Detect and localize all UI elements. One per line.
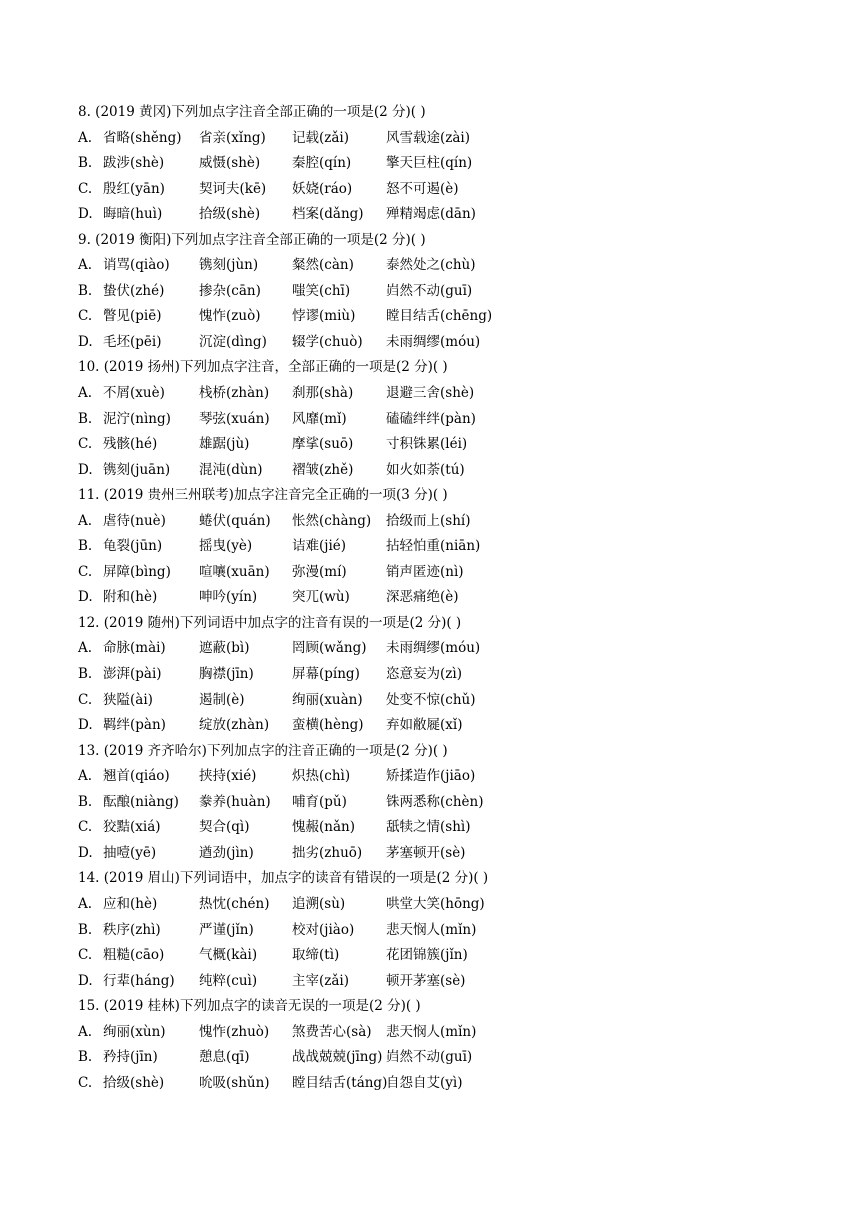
- option-letter: B.: [78, 921, 93, 938]
- question-title: 13. (2019 齐齐哈尔)下列加点字的注音正确的一项是(2 分)( ): [78, 742, 448, 759]
- option-letter: A.: [78, 895, 93, 912]
- option-item: 磕磕绊绊(pàn): [386, 410, 476, 427]
- option-item: 哄堂大笑(hōng): [386, 895, 485, 912]
- option-item: 瞠目结舌(chēng): [386, 308, 493, 325]
- option-item: 矫揉造作(jiāo): [386, 768, 476, 785]
- option-item: 泰然处之(chù): [386, 257, 476, 274]
- option-item: 刹那(shà): [292, 385, 354, 402]
- worksheet: [78, 100, 778, 1096]
- option-letter: C.: [78, 691, 93, 708]
- option-item: 绽放(zhàn): [199, 717, 270, 734]
- option-item: 殚精竭虑(dān): [386, 206, 476, 223]
- option-item: 妖娆(ráo): [292, 180, 353, 197]
- question-title: 10. (2019 扬州)下列加点字注音，全部正确的一项是(2 分)( ): [78, 359, 448, 376]
- option-item: 省亲(xǐng): [199, 129, 266, 146]
- option-item: 澎湃(pài): [103, 666, 162, 683]
- option-row: [78, 943, 778, 969]
- option-item: 弥漫(mí): [292, 563, 347, 580]
- option-item: 行辈(háng): [103, 972, 175, 989]
- option-row: [78, 560, 778, 586]
- option-item: 晦暗(huì): [103, 206, 163, 223]
- option-item: 狡黠(xiá): [103, 819, 161, 836]
- option-item: 销声匿迹(nì): [386, 563, 464, 580]
- option-item: 炽热(chì): [292, 768, 351, 785]
- option-item: 自怨自艾(yì): [386, 1074, 463, 1091]
- option-item: 不屑(xuè): [103, 385, 165, 402]
- option-item: 取缔(tì): [292, 947, 340, 964]
- option-item: 毛坯(pēi): [103, 333, 162, 350]
- option-item: 愧赧(nǎn): [292, 819, 355, 836]
- option-row: [78, 969, 778, 995]
- option-letter: C.: [78, 947, 93, 964]
- option-item: 屏障(bìng): [103, 563, 171, 580]
- question-title: 14. (2019 眉山)下列词语中，加点字的读音有错误的一项是(2 分)( ): [78, 870, 489, 887]
- option-item: 呻吟(yín): [199, 589, 258, 606]
- option-item: 屏幕(píng): [292, 666, 360, 683]
- option-item: 狭隘(ài): [103, 691, 153, 708]
- option-letter: D.: [78, 844, 93, 861]
- option-item: 未雨绸缪(móu): [386, 640, 481, 657]
- option-row: [78, 790, 778, 816]
- option-row: [78, 407, 778, 433]
- option-letter: A.: [78, 129, 93, 146]
- option-letter: B.: [78, 282, 93, 299]
- option-item: 愧怍(zuò): [199, 308, 261, 325]
- option-item: 诮骂(qiào): [103, 257, 170, 274]
- option-item: 花团锦簇(jǐn): [386, 947, 468, 964]
- option-item: 沉淀(dìng): [199, 333, 267, 350]
- option-row: [78, 458, 778, 484]
- option-row: [78, 279, 778, 305]
- option-item: 辍学(chuò): [292, 333, 363, 350]
- option-row: [78, 688, 778, 714]
- option-letter: A.: [78, 257, 93, 274]
- option-item: 退避三舍(shè): [386, 385, 475, 402]
- option-item: 镌刻(juān): [103, 461, 171, 478]
- option-item: 罔顾(wǎng): [292, 640, 367, 657]
- option-item: 绚丽(xuàn): [292, 691, 363, 708]
- option-item: 摇曳(yè): [199, 538, 253, 555]
- option-letter: A.: [78, 1023, 93, 1040]
- option-item: 气概(kài): [199, 947, 258, 964]
- option-row: [78, 202, 778, 228]
- option-row: [78, 815, 778, 841]
- option-item: 拈轻怕重(niān): [386, 538, 481, 555]
- option-item: 拾级(shè): [199, 206, 261, 223]
- option-item: 擎天巨柱(qín): [386, 155, 473, 172]
- option-item: 档案(dǎng): [292, 206, 364, 223]
- option-item: 铢两悉称(chèn): [386, 793, 484, 810]
- option-letter: D.: [78, 589, 93, 606]
- option-item: 记载(zǎi): [292, 129, 350, 146]
- option-item: 拙劣(zhuō): [292, 844, 363, 861]
- option-item: 胸襟(jīn): [199, 666, 254, 683]
- question-title: 8. (2019 黄冈)下列加点字注音全部正确的一项是(2 分)( ): [78, 104, 426, 120]
- option-item: 蛮横(hèng): [292, 717, 364, 734]
- option-row: [78, 304, 778, 330]
- option-item: 主宰(zǎi): [292, 972, 350, 989]
- option-letter: B.: [78, 1049, 93, 1066]
- option-row: [78, 918, 778, 944]
- option-item: 憩息(qī): [199, 1049, 250, 1066]
- option-letter: B.: [78, 793, 93, 810]
- option-item: 翘首(qiáo): [103, 768, 170, 785]
- option-item: 追溯(sù): [292, 895, 346, 912]
- option-item: 寸积铢累(léi): [386, 436, 468, 453]
- option-item: 煞费苦心(sà): [292, 1023, 372, 1040]
- option-item: 摩挲(suō): [292, 436, 354, 453]
- option-item: 瞥见(piē): [103, 308, 162, 325]
- option-row: [78, 1071, 778, 1097]
- option-item: 命脉(mài): [103, 640, 166, 657]
- option-item: 悖谬(miù): [292, 308, 356, 325]
- option-item: 拾级而上(shí): [386, 512, 471, 529]
- option-row: [78, 662, 778, 688]
- option-item: 愧怍(zhuò): [199, 1023, 270, 1040]
- option-item: 栈桥(zhàn): [199, 385, 270, 402]
- option-item: 如火如荼(tú): [386, 461, 465, 478]
- option-item: 岿然不动(guī): [386, 1049, 473, 1066]
- option-row: [78, 1045, 778, 1071]
- option-item: 严谨(jǐn): [199, 921, 254, 938]
- option-item: 契诃夫(kē): [199, 180, 267, 197]
- option-item: 豢养(huàn): [199, 793, 271, 810]
- option-item: 殷红(yān): [103, 180, 165, 197]
- option-item: 怒不可遏(è): [386, 180, 459, 197]
- option-item: 挟持(xié): [199, 768, 257, 785]
- option-letter: D.: [78, 972, 93, 989]
- option-item: 龟裂(jūn): [103, 538, 163, 555]
- option-item: 恣意妄为(zì): [386, 666, 462, 683]
- option-letter: D.: [78, 717, 93, 734]
- option-row: [78, 713, 778, 739]
- option-row: [78, 636, 778, 662]
- option-item: 残骸(hé): [103, 436, 158, 453]
- option-item: 拾级(shè): [103, 1074, 165, 1091]
- option-letter: D.: [78, 206, 93, 223]
- option-letter: C.: [78, 308, 93, 325]
- option-letter: B.: [78, 666, 93, 683]
- option-item: 应和(hè): [103, 895, 158, 912]
- option-letter: A.: [78, 640, 93, 657]
- question-title: 11. (2019 贵州三州联考)加点字注音完全正确的一项(3 分)( ): [78, 487, 448, 504]
- option-item: 镌刻(jùn): [199, 257, 259, 274]
- option-item: 突兀(wù): [292, 589, 350, 606]
- option-item: 泥泞(nìng): [103, 410, 171, 427]
- option-item: 怅然(chàng): [292, 512, 372, 529]
- option-item: 羁绊(pàn): [103, 717, 166, 734]
- option-item: 跋涉(shè): [103, 155, 165, 172]
- option-item: 茅塞顿开(sè): [386, 844, 466, 861]
- option-row: [78, 126, 778, 152]
- option-row: [78, 892, 778, 918]
- option-row: [78, 841, 778, 867]
- option-row: [78, 534, 778, 560]
- question-title: 15. (2019 桂林)下列加点字的读音无误的一项是(2 分)( ): [78, 998, 421, 1015]
- option-item: 秩序(zhì): [103, 921, 161, 938]
- option-row: [78, 432, 778, 458]
- option-row: [78, 381, 778, 407]
- option-letter: A.: [78, 768, 93, 785]
- option-item: 遮蔽(bì): [199, 640, 250, 657]
- option-item: 契合(qì): [199, 819, 250, 836]
- option-letter: A.: [78, 512, 93, 529]
- option-letter: C.: [78, 563, 93, 580]
- option-item: 蛰伏(zhé): [103, 282, 165, 299]
- option-item: 处变不惊(chǔ): [386, 691, 476, 708]
- option-item: 省略(shěng): [103, 129, 182, 146]
- option-item: 虐待(nuè): [103, 512, 166, 529]
- option-item: 秦腔(qín): [292, 155, 352, 172]
- option-item: 绚丽(xùn): [103, 1023, 166, 1040]
- option-item: 抽噎(yē): [103, 844, 157, 861]
- option-item: 战战兢兢(jīng): [292, 1049, 383, 1066]
- option-row: [78, 151, 778, 177]
- option-item: 雄踞(jù): [199, 436, 250, 453]
- option-letter: D.: [78, 461, 93, 478]
- option-letter: D.: [78, 333, 93, 350]
- option-item: 琴弦(xuán): [199, 410, 270, 427]
- option-item: 悲天悯人(mǐn): [386, 1023, 477, 1040]
- option-item: 哺育(pǔ): [292, 793, 347, 810]
- option-item: 酝酿(niàng): [103, 793, 179, 810]
- option-row: [78, 1020, 778, 1046]
- option-item: 风靡(mǐ): [292, 410, 347, 427]
- option-item: 校对(jiào): [292, 921, 355, 938]
- option-item: 附和(hè): [103, 589, 158, 606]
- option-letter: B.: [78, 410, 93, 427]
- option-row: [78, 585, 778, 611]
- option-row: [78, 764, 778, 790]
- option-item: 混沌(dùn): [199, 461, 263, 478]
- option-item: 吮吸(shǔn): [199, 1074, 270, 1091]
- option-letter: C.: [78, 819, 93, 836]
- option-row: [78, 253, 778, 279]
- option-item: 舐犊之情(shì): [386, 819, 471, 836]
- option-row: [78, 509, 778, 535]
- option-item: 粲然(càn): [292, 257, 354, 274]
- option-item: 诘难(jié): [292, 538, 347, 555]
- option-letter: C.: [78, 436, 93, 453]
- option-item: 纯粹(cuì): [199, 972, 258, 989]
- option-item: 威慑(shè): [199, 155, 261, 172]
- option-item: 热忱(chén): [199, 895, 270, 912]
- option-item: 褶皱(zhě): [292, 461, 354, 478]
- question-title: 12. (2019 随州)下列词语中加点字的注音有误的一项是(2 分)( ): [78, 614, 462, 631]
- option-item: 弃如敝屣(xǐ): [386, 717, 463, 734]
- option-row: [78, 330, 778, 356]
- option-item: 未雨绸缪(móu): [386, 333, 481, 350]
- option-item: 岿然不动(guī): [386, 282, 473, 299]
- option-letter: B.: [78, 155, 93, 172]
- option-item: 悲天悯人(mǐn): [386, 921, 477, 938]
- option-item: 矜持(jīn): [103, 1049, 158, 1066]
- option-letter: A.: [78, 385, 93, 402]
- option-item: 遒劲(jìn): [199, 844, 254, 861]
- option-item: 掺杂(cān): [199, 282, 261, 299]
- option-item: 顿开茅塞(sè): [386, 972, 466, 989]
- option-item: 风雪载途(zài): [386, 129, 471, 146]
- option-item: 粗糙(cāo): [103, 947, 165, 964]
- option-item: 喧嚷(xuān): [199, 563, 270, 580]
- option-item: 深恶痛绝(è): [386, 589, 459, 606]
- option-item: 瞠目结舌(táng): [292, 1074, 388, 1091]
- option-letter: C.: [78, 1074, 93, 1091]
- option-item: 嗤笑(chī): [292, 282, 351, 299]
- question-title: 9. (2019 衡阳)下列加点字注音全部正确的一项是(2 分)( ): [78, 231, 426, 248]
- option-letter: C.: [78, 180, 93, 197]
- option-item: 遏制(è): [199, 691, 245, 708]
- option-row: [78, 177, 778, 203]
- option-letter: B.: [78, 538, 93, 555]
- option-item: 蜷伏(quán): [199, 512, 271, 529]
